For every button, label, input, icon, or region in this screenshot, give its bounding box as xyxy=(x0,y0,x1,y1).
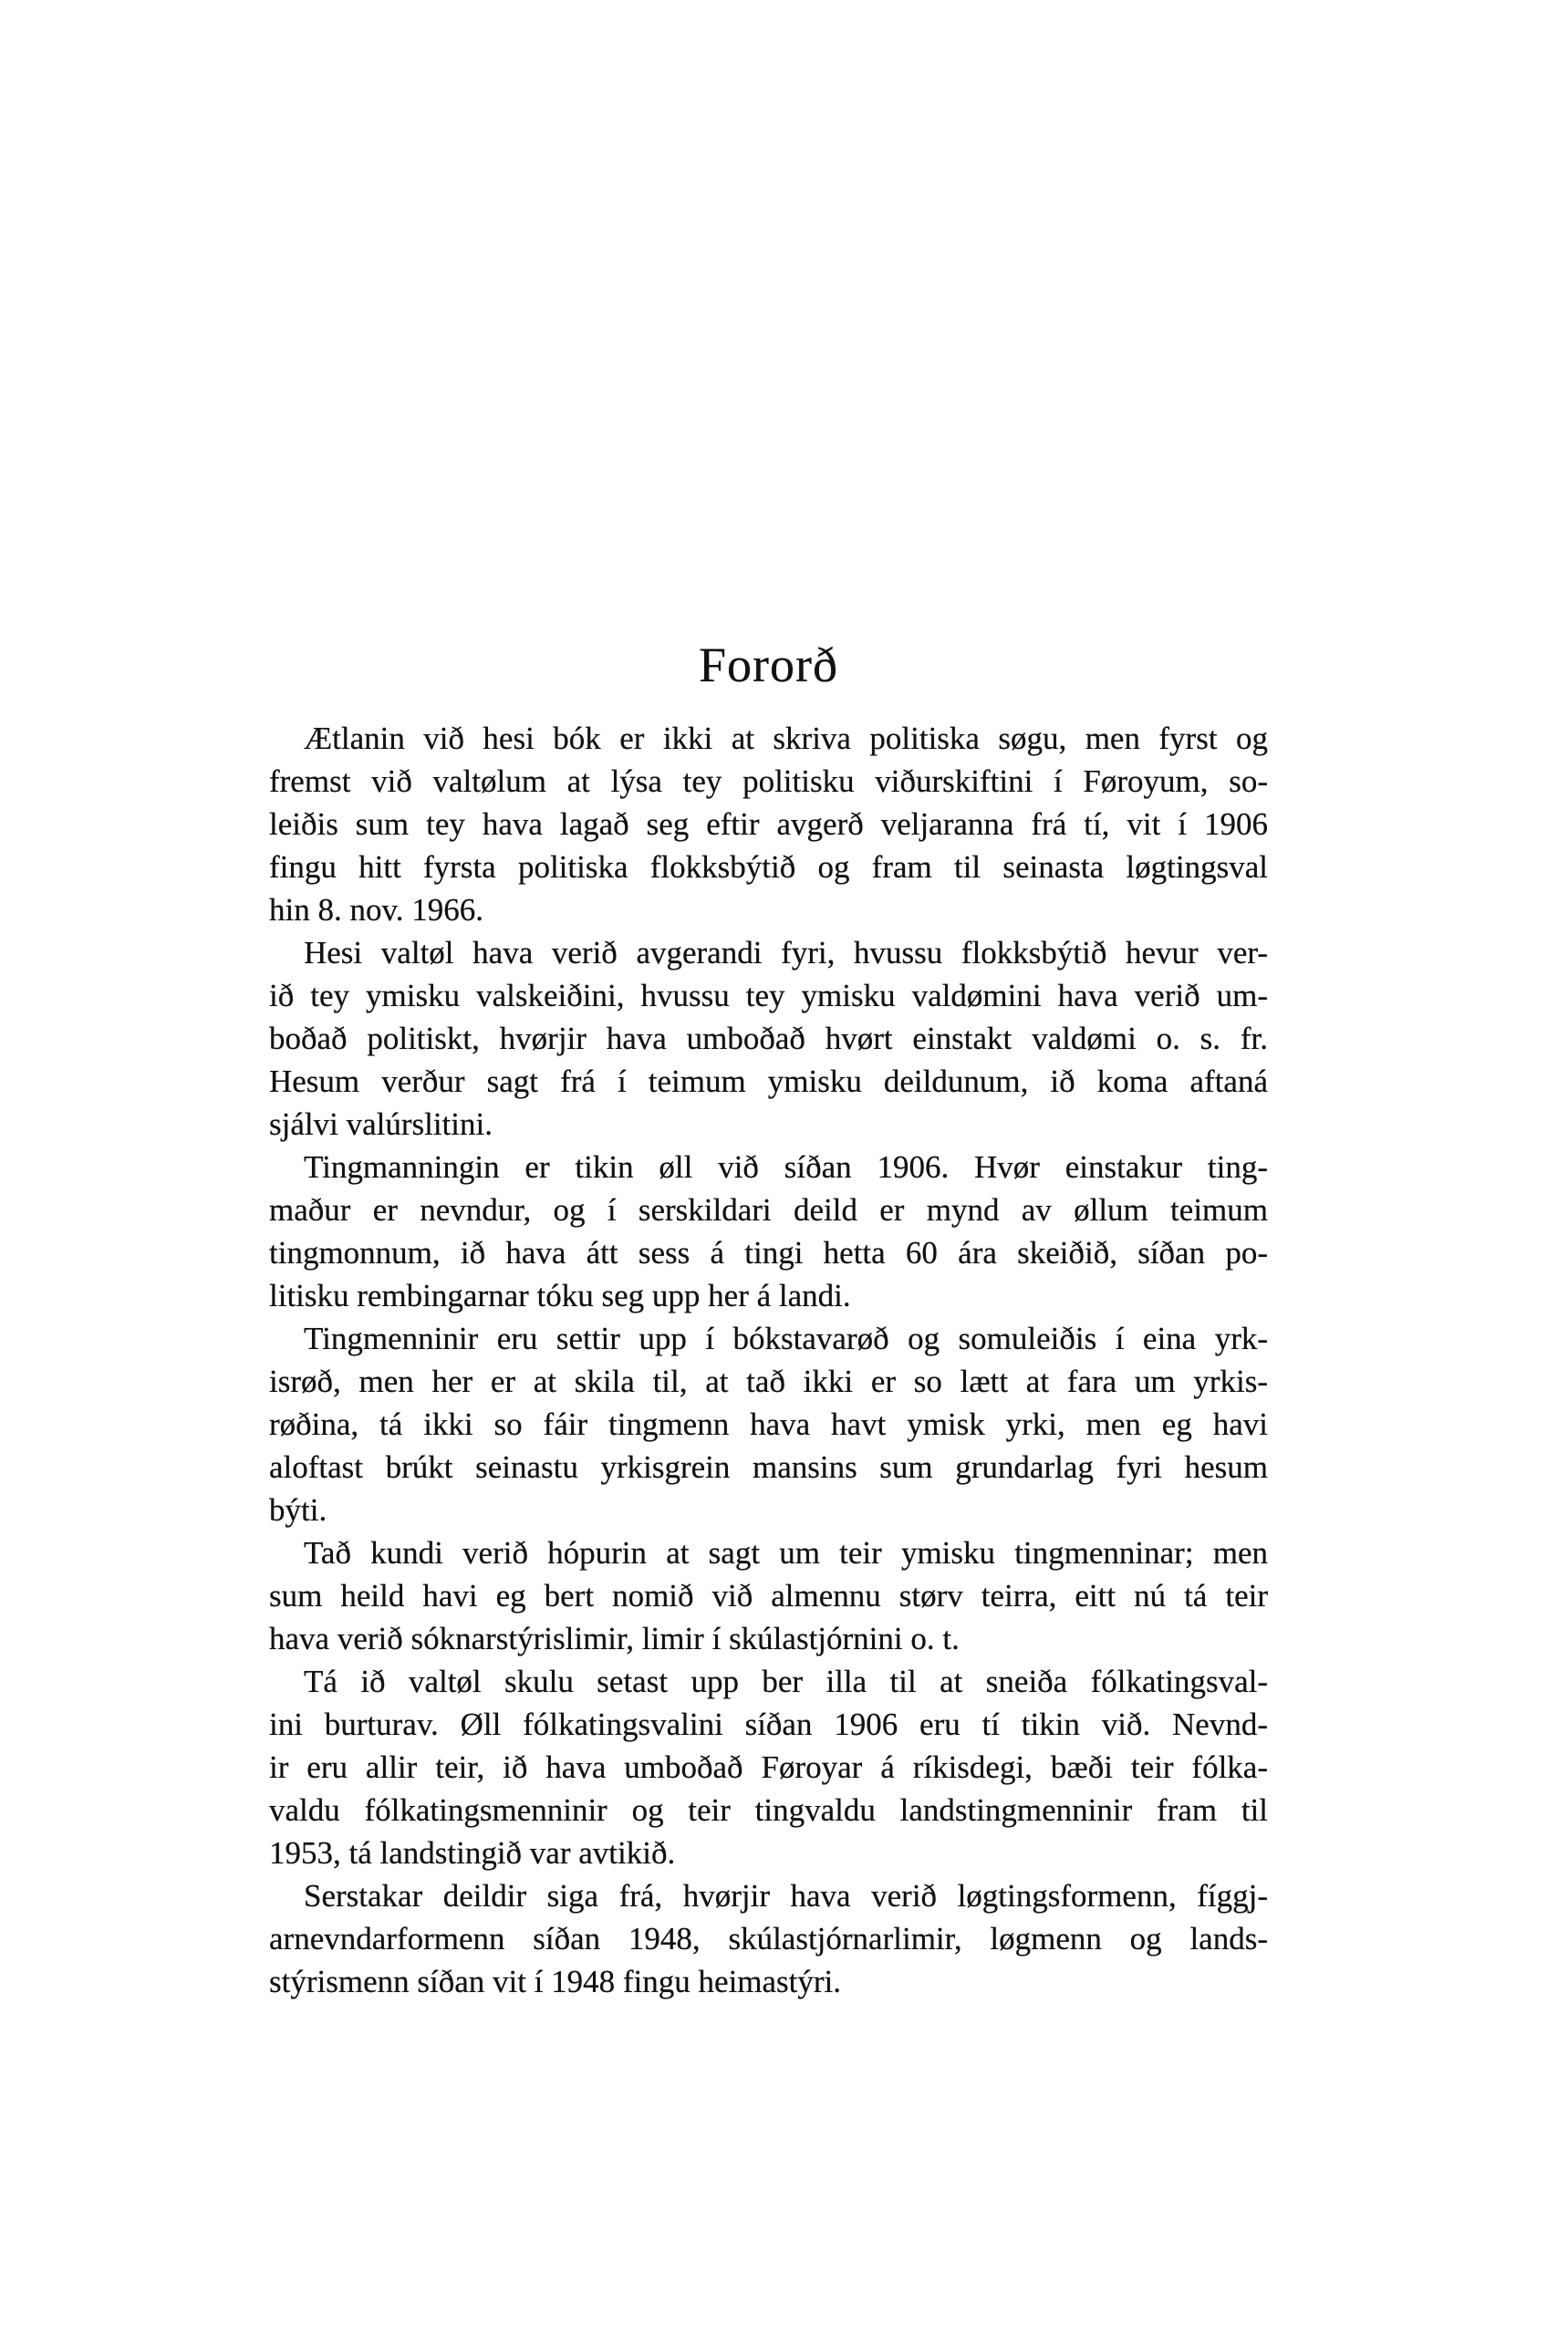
text-line: hava verið sóknarstýrislimir, limir í skúlastjórnini o. t. xyxy=(269,1621,960,1656)
text-line: Tingmenninir eru settir upp í bókstavarøð og somuleiðis í eina yrk- xyxy=(304,1321,1268,1356)
paragraph xyxy=(269,1874,1268,2003)
paragraph xyxy=(269,931,1268,1146)
text-line: tingmonnum, ið hava átt sess á tingi hetta 60 ára skeiðið, síðan po- xyxy=(269,1235,1268,1271)
text-line: fremst við valtølum at lýsa tey politisku viðurskiftini í Føroyum, so- xyxy=(269,763,1268,799)
text-line: ir eru allir teir, ið hava umboðað Føroyar á ríkisdegi, bæði teir fólka- xyxy=(269,1749,1268,1785)
text-line: Hesum verður sagt frá í teimum ymisku deildunum, ið koma aftaná xyxy=(269,1064,1268,1099)
text-line: aloftast brúkt seinastu yrkisgrein mansins sum grundarlag fyri hesum xyxy=(269,1449,1268,1485)
text-line: Tað kundi verið hópurin at sagt um teir ymisku tingmenninar; men xyxy=(304,1535,1268,1571)
text-line: 1953, tá landstingið var avtikið. xyxy=(269,1835,676,1871)
text-line: stýrismenn síðan vit í 1948 fingu heimastýri. xyxy=(269,1964,842,1999)
text-line: boðað politiskt, hvørjir hava umboðað hvørt einstakt valdømi o. s. fr. xyxy=(269,1021,1268,1056)
text-line: hin 8. nov. 1966. xyxy=(269,892,483,928)
text-line: Hesi valtøl hava verið avgerandi fyri, hvussu flokksbýtið hevur ver- xyxy=(304,935,1268,970)
text-line: litisku rembingarnar tóku seg upp her á landi. xyxy=(269,1278,851,1313)
text-line: fingu hitt fyrsta politiska flokksbýtið og fram til seinasta løgtingsval xyxy=(269,849,1268,885)
text-line: maður er nevndur, og í serskildari deild er mynd av øllum teimum xyxy=(269,1192,1268,1228)
paragraph xyxy=(269,1317,1268,1531)
text-line: isrøð, men her er at skila til, at tað ikki er so lætt at fara um yrkis- xyxy=(269,1364,1268,1399)
paragraph xyxy=(269,717,1268,931)
text-line: Tá ið valtøl skulu setast upp ber illa til at sneiða fólkatingsval- xyxy=(304,1664,1268,1699)
paragraph xyxy=(269,1660,1268,1874)
body-text xyxy=(269,717,1268,2003)
text-line: valdu fólkatingsmenninir og teir tingvaldu landstingmenninir fram til xyxy=(269,1792,1268,1828)
text-line: leiðis sum tey hava lagað seg eftir avgerð veljaranna frá tí, vit í 1906 xyxy=(269,806,1268,842)
text-line: sum heild havi eg bert nomið við almennu størv teirra, eitt nú tá teir xyxy=(269,1578,1268,1614)
text-line: arnevndarformenn síðan 1948, skúlastjórnarlimir, løgmenn og lands- xyxy=(269,1921,1268,1956)
text-line: røðina, tá ikki so fáir tingmenn hava havt ymisk yrki, men eg havi xyxy=(269,1406,1268,1442)
text-line: Serstakar deildir siga frá, hvørjir hava verið løgtingsformenn, fíggj- xyxy=(304,1878,1268,1914)
paragraph xyxy=(269,1531,1268,1660)
page-title: Fororð xyxy=(699,638,838,692)
text-line: ini burturav. Øll fólkatingsvalini síðan 1906 eru tí tikin við. Nevnd- xyxy=(269,1707,1268,1742)
text-line: býti. xyxy=(269,1492,327,1528)
text-line: Ætlanin við hesi bók er ikki at skriva politiska søgu, men fyrst og xyxy=(304,721,1268,756)
text-line: Tingmanningin er tikin øll við síðan 1906. Hvør einstakur ting- xyxy=(304,1149,1268,1185)
text-line: ið tey ymisku valskeiðini, hvussu tey ymisku valdømini hava verið um- xyxy=(269,978,1268,1013)
paragraph xyxy=(269,1146,1268,1317)
text-line: sjálvi valúrslitini. xyxy=(269,1106,493,1142)
